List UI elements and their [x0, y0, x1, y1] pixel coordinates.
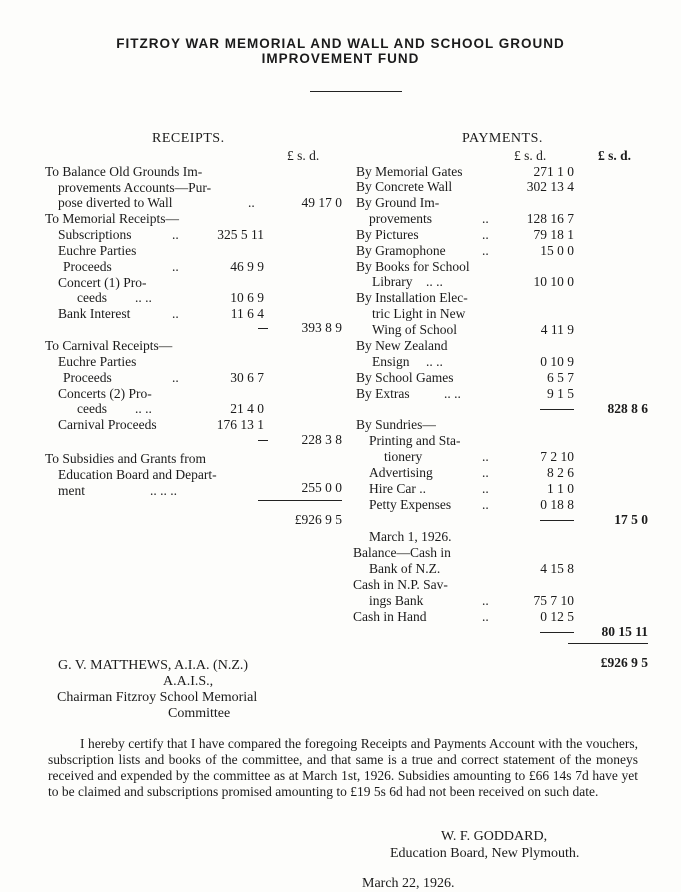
payment-amount: 0 12 5	[540, 609, 574, 624]
receipt-total: 49 17 0	[301, 195, 342, 210]
receipt-label: To Carnival Receipts—	[45, 338, 173, 353]
receipt-dots: ..	[172, 227, 179, 242]
payments-grand-total: £926 9 5	[600, 655, 648, 670]
payment-label: Advertising	[369, 465, 433, 480]
grand-total-rule	[568, 643, 648, 644]
receipt-label: ceeds	[77, 290, 107, 305]
receipt-label: To Memorial Receipts—	[45, 211, 180, 226]
payment-amount: 4 11 9	[540, 322, 574, 337]
payment-label: By Concrete Wall	[356, 179, 453, 194]
payment-label: Library	[372, 274, 413, 289]
receipt-amount: 46 9 9	[230, 259, 264, 274]
payment-label: By School Games	[356, 370, 454, 385]
payment-label: By Books for School	[356, 259, 470, 274]
receipt-label: Carnival Proceeds	[58, 417, 157, 432]
payment-label: Hire Car ..	[369, 481, 426, 496]
receipt-label: Concerts (2) Pro-	[58, 386, 152, 401]
receipt-label: Education Board and Depart-	[58, 467, 217, 482]
payment-dots: .. ..	[426, 354, 443, 369]
payment-amount: 4 15 8	[540, 561, 574, 576]
payment-label: Petty Expenses	[369, 497, 452, 512]
subtotal-rule	[540, 632, 574, 633]
payment-label: By New Zealand	[356, 338, 448, 353]
receipt-dots: ..	[172, 370, 179, 385]
receipt-label: Proceeds	[63, 259, 112, 274]
payment-label: Cash in Hand	[353, 609, 427, 624]
payment-label: By Pictures	[356, 227, 419, 242]
receipt-amount: 176 13 1	[216, 417, 264, 432]
receipt-amount: 21 4 0	[230, 401, 264, 416]
chairman-role-line2: Committee	[168, 706, 231, 721]
payment-amount: 10 10 0	[533, 274, 574, 289]
payment-total: 828 8 6	[607, 401, 648, 416]
receipt-total: 228 3 8	[301, 432, 342, 447]
receipt-label: To Subsidies and Grants from	[45, 451, 207, 466]
payment-label: By Gramophone	[356, 243, 446, 258]
payment-amount: 302 13 4	[526, 179, 574, 194]
receipt-amount: 30 6 7	[230, 370, 264, 385]
payment-label: ings Bank	[369, 593, 424, 608]
payments-currency-header: £ s. d.	[514, 148, 547, 163]
payment-label: tric Light in New	[372, 306, 466, 321]
receipt-dots: ..	[248, 195, 255, 210]
receipt-dots: ..	[172, 259, 179, 274]
receipt-amount: 325 5 11	[217, 227, 264, 242]
payment-dots: ..	[482, 465, 489, 480]
receipt-label: Euchre Parties	[58, 243, 137, 258]
payment-dots: ..	[482, 481, 489, 496]
payment-dots: ..	[482, 449, 489, 464]
subtotal-rule	[258, 440, 268, 441]
payment-amount: 6 5 7	[547, 370, 574, 385]
subtotal-rule	[540, 520, 574, 521]
payment-label: By Extras	[356, 386, 410, 401]
payment-amount: 0 18 8	[540, 497, 574, 512]
payment-amount: 1 1 0	[547, 481, 574, 496]
chairman-qualifications: A.A.I.S.,	[163, 674, 214, 689]
auditor-certificate: I hereby certify that I have compared the foregoing Receipts and Payments Account with the vouchers, subscription lists and books of the committee, and that same is a true and correct statement of the moneys received and expended by the committee as at March 1st, 1926. Subsidies amounting to £66 14s 7d have yet to be claimed and subscriptions promised amounting to £19 5s 6d had not been received on such date.	[48, 736, 638, 799]
document-title-line2: IMPROVEMENT FUND	[261, 51, 420, 66]
title-divider	[310, 91, 402, 92]
receipts-grand-total: £926 9 5	[294, 512, 342, 527]
chairman-role-line1: Chairman Fitzroy School Memorial	[57, 690, 258, 705]
payment-amount: 271 1 0	[533, 164, 574, 179]
payment-dots: ..	[482, 609, 489, 624]
payment-label: By Sundries—	[356, 417, 436, 432]
payment-total: 80 15 11	[601, 624, 648, 639]
payment-label: Balance—Cash in	[353, 545, 451, 560]
payment-dots: ..	[482, 593, 489, 608]
payment-amount: 79 18 1	[533, 227, 574, 242]
receipt-label: ceeds	[77, 401, 107, 416]
payment-amount: 15 0 0	[540, 243, 574, 258]
receipt-amount: 11 6 4	[230, 306, 264, 321]
receipt-dots: .. ..	[135, 290, 152, 305]
payment-label: Printing and Sta-	[369, 433, 461, 448]
receipt-total: 393 8 9	[301, 320, 342, 335]
payment-total: 17 5 0	[614, 512, 648, 527]
payment-dots: ..	[482, 243, 489, 258]
subtotal-rule	[258, 328, 268, 329]
payment-label: By Installation Elec-	[356, 290, 468, 305]
payment-amount: 9 1 5	[547, 386, 574, 401]
receipt-label: Proceeds	[63, 370, 112, 385]
receipt-label: pose diverted to Wall	[58, 195, 173, 210]
payment-dots: ..	[482, 227, 489, 242]
payment-label: Cash in N.P. Sav-	[353, 577, 448, 592]
payment-dots: ..	[482, 211, 489, 226]
payment-label: tionery	[384, 449, 423, 464]
payment-label: Bank of N.Z.	[369, 561, 441, 576]
receipt-label: Concert (1) Pro-	[58, 275, 147, 290]
receipt-label: ment	[58, 483, 85, 498]
payment-label: By Ground Im-	[356, 195, 440, 210]
receipt-label: Euchre Parties	[58, 354, 137, 369]
payment-label: provements	[369, 211, 432, 226]
receipt-dots: .. .. ..	[150, 483, 177, 498]
certificate-date: March 22, 1926.	[362, 876, 455, 891]
receipt-label: To Balance Old Grounds Im-	[45, 164, 203, 179]
auditor-name: W. F. GODDARD,	[441, 829, 548, 844]
receipt-dots: ..	[172, 306, 179, 321]
receipt-label: provements Accounts—Pur-	[58, 180, 212, 195]
receipt-label: Bank Interest	[58, 306, 131, 321]
payment-label: Wing of School	[372, 322, 457, 337]
payment-amount: 7 2 10	[540, 449, 574, 464]
receipts-currency-header: £ s. d.	[287, 148, 320, 163]
receipt-dots: .. ..	[135, 401, 152, 416]
payment-label: March 1, 1926.	[369, 529, 452, 544]
payment-amount: 75 7 10	[533, 593, 574, 608]
payments-heading: PAYMENTS.	[462, 131, 543, 146]
payment-dots: .. ..	[444, 386, 461, 401]
payment-dots: .. ..	[426, 274, 443, 289]
receipt-label: Subscriptions	[58, 227, 132, 242]
subtotal-rule	[540, 409, 574, 410]
payment-amount: 0 10 9	[540, 354, 574, 369]
receipts-heading: RECEIPTS.	[152, 131, 225, 146]
grand-total-rule	[258, 500, 342, 501]
payment-amount: 8 2 6	[547, 465, 574, 480]
receipt-total: 255 0 0	[301, 480, 342, 495]
chairman-name: G. V. MATTHEWS, A.I.A. (N.Z.)	[58, 658, 249, 673]
payment-label: By Memorial Gates	[356, 164, 463, 179]
payments-total-currency-header: £ s. d.	[598, 148, 632, 163]
payment-label: Ensign	[372, 354, 410, 369]
document-title-line1: FITZROY WAR MEMORIAL AND WALL AND SCHOOL GROUND	[116, 36, 565, 51]
auditor-organisation: Education Board, New Plymouth.	[390, 846, 580, 861]
payment-dots: ..	[482, 497, 489, 512]
receipt-amount: 10 6 9	[230, 290, 264, 305]
payment-amount: 128 16 7	[526, 211, 574, 226]
